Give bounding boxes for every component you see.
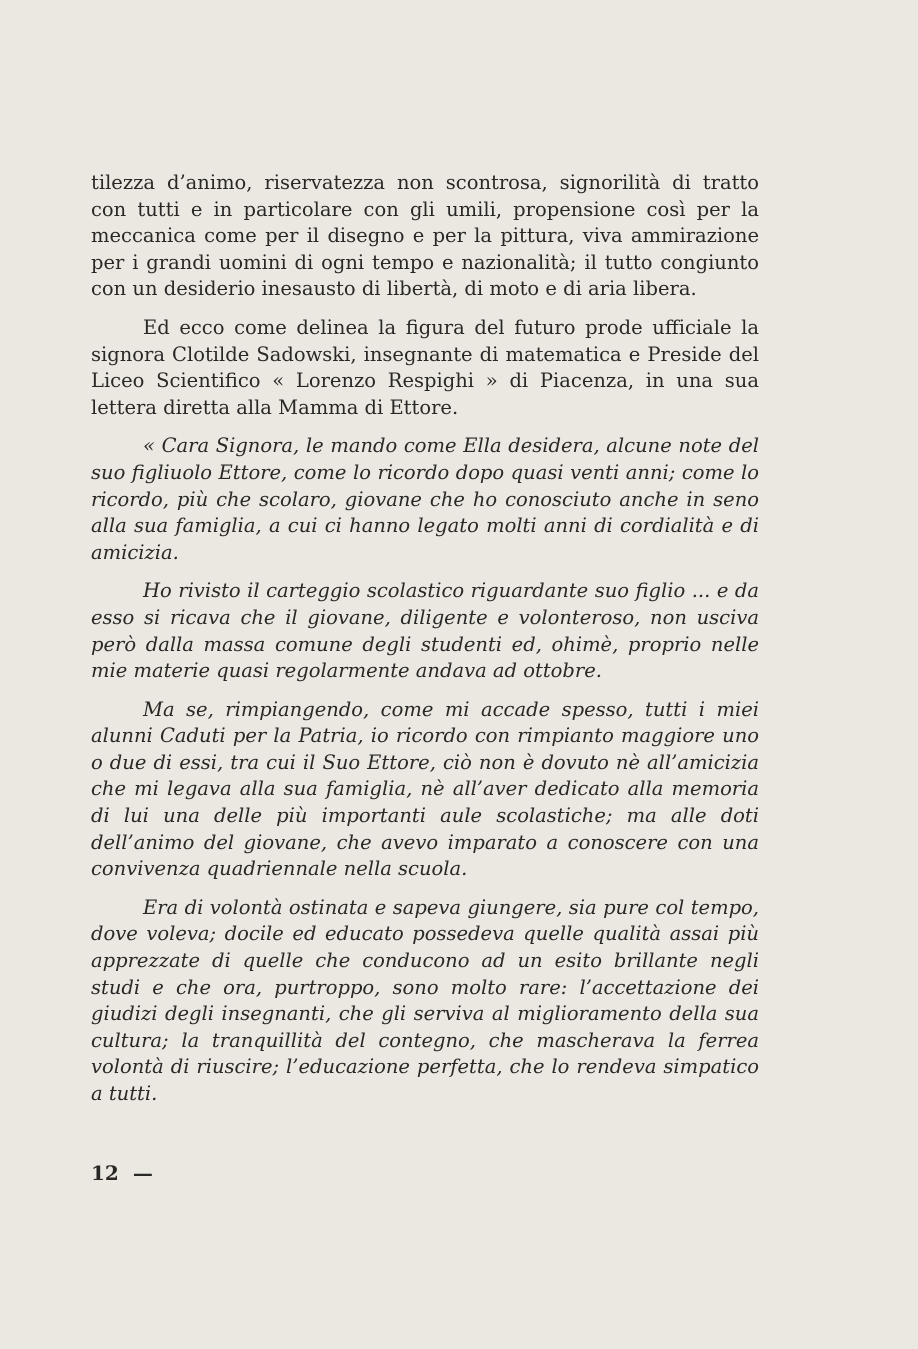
page-dash: —	[132, 1161, 153, 1185]
body-text	[91, 170, 759, 1108]
letter-paragraph-3: Ma se, rimpiangendo, come mi accade spesso, tutti i miei alunni Caduti per la Patria, io ricordo con rimpianto maggiore uno o due di essi, tra cui il Suo Ettore, ciò non è dovuto nè all’amicizia che mi legava alla sua famiglia, nè all’aver dedicato alla memoria di lui una delle più importanti aule scolastiche; ma alle doti dell’animo del giovane, che avevo imparato a conoscere con una convivenza quadriennale nella scuola.	[91, 697, 759, 881]
paragraph-1: tilezza d’animo, riservatezza non scontrosa, signorilità di tratto con tutti e in particolare con gli umili, propensione così per la meccanica come per il disegno e per la pittura, viva ammirazione per i grandi uomini di ogni tempo e nazionalità; il tutto congiunto con un desiderio inesausto di libertà, di moto e di aria libera.	[91, 171, 759, 301]
page-footer	[91, 1161, 153, 1185]
letter-paragraph-1: « Cara Signora, le mando come Ella desidera, alcune note del suo figliuolo Ettore, come lo ricordo dopo quasi venti anni; come lo ricordo, più che scolaro, giovane che ho conosciuto anche in seno alla sua famiglia, a cui ci hanno legato molti anni di cordialità e di amicizia.	[91, 434, 759, 564]
paragraph-2: Ed ecco come delinea la figura del futuro prode ufficiale la signora Clotilde Sadowski, insegnante di matematica e Preside del Liceo Scientifico « Lorenzo Respighi » di Piacenza, in una sua lettera diretta alla Mamma di Ettore.	[91, 315, 759, 419]
letter-paragraph-2: Ho rivisto il carteggio scolastico riguardante suo figlio ... e da esso si ricava che il giovane, diligente e volonteroso, non usciva però dalla massa comune degli studenti ed, ohimè, proprio nelle mie materie quasi regolarmente andava ad ottobre.	[91, 579, 759, 683]
page-number: 12	[91, 1161, 119, 1185]
letter-paragraph-4: Era di volontà ostinata e sapeva giungere, sia pure col tempo, dove voleva; docile ed educato possedeva quelle qualità assai più apprezzate di quelle che conducono ad un esito brillante negli studi e che ora, purtroppo, sono molto rare: l’accettazione dei giudizi degli insegnanti, che gli serviva al miglioramento della sua cultura; la tranquillità del contegno, che mascherava la ferrea volontà di riuscire; l’educazione perfetta, che lo rendeva simpatico a tutti.	[91, 895, 759, 1105]
